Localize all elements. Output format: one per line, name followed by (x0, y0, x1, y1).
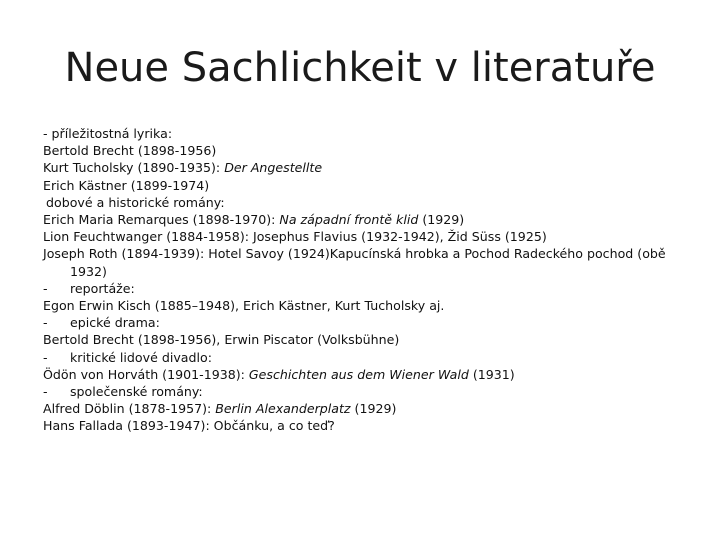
section-label: reportáže: (70, 280, 135, 296)
section-heading (43, 314, 683, 331)
bullet-dash: - (43, 280, 48, 296)
body-line (43, 366, 683, 383)
bullet-dash: - (43, 384, 48, 400)
year-text: (1931) (468, 366, 515, 382)
year-text: (1929) (418, 212, 465, 228)
body-line (43, 211, 683, 228)
section-label: společenské romány: (70, 384, 203, 400)
body-line: Erich Kästner (1899-1974) (43, 177, 210, 193)
slide-title: Neue Sachlichkeit v literatuře (64, 45, 656, 91)
section-heading (43, 383, 683, 400)
body-line: Bertold Brecht (1898-1956) (43, 143, 217, 159)
body-line: Egon Erwin Kisch (1885–1948), Erich Kästner, Kurt Tucholsky aj. (43, 298, 445, 314)
author-text: Kurt Tucholsky (1890-1935): (43, 160, 225, 176)
year-text: (1929) (350, 401, 397, 417)
body-line: Hans Fallada (1893-1947): Občánku, a co teď? (43, 418, 335, 434)
body-line-continuation: 1932) (70, 263, 107, 279)
author-text: Ödön von Horváth (1901-1938): (43, 366, 249, 382)
section-label: kritické lidové divadlo: (70, 349, 212, 365)
body-line: - příležitostná lyrika: (43, 126, 173, 141)
author-text: Alfred Döblin (1878-1957): (43, 401, 216, 417)
work-title: Na západní frontě klid (279, 212, 419, 228)
author-text: Erich Maria Remarques (1898-1970): (43, 212, 280, 228)
work-title: Der Angestellte (224, 160, 323, 176)
section-heading (43, 280, 683, 297)
work-title: Berlin Alexanderplatz (215, 401, 351, 417)
body-line: Joseph Roth (1894-1939): Hotel Savoy (1924)Kapucínská hrobka a Pochod Radeckého pochod (obě (43, 246, 666, 262)
section-heading (43, 349, 683, 366)
body-line (43, 400, 683, 417)
slide-body (43, 125, 683, 435)
body-line: Bertold Brecht (1898-1956), Erwin Piscator (Volksbühne) (43, 332, 400, 348)
bullet-dash: - (43, 315, 48, 331)
bullet-dash: - (43, 349, 48, 365)
body-line (43, 159, 683, 176)
section-label: epické drama: (70, 315, 160, 331)
body-line: dobové a historické romány: (46, 194, 225, 210)
body-line: Lion Feuchtwanger (1884-1958): Josephus Flavius (1932-1942), Žid Süss (1925) (43, 229, 547, 245)
work-title: Geschichten aus dem Wiener Wald (248, 366, 469, 382)
